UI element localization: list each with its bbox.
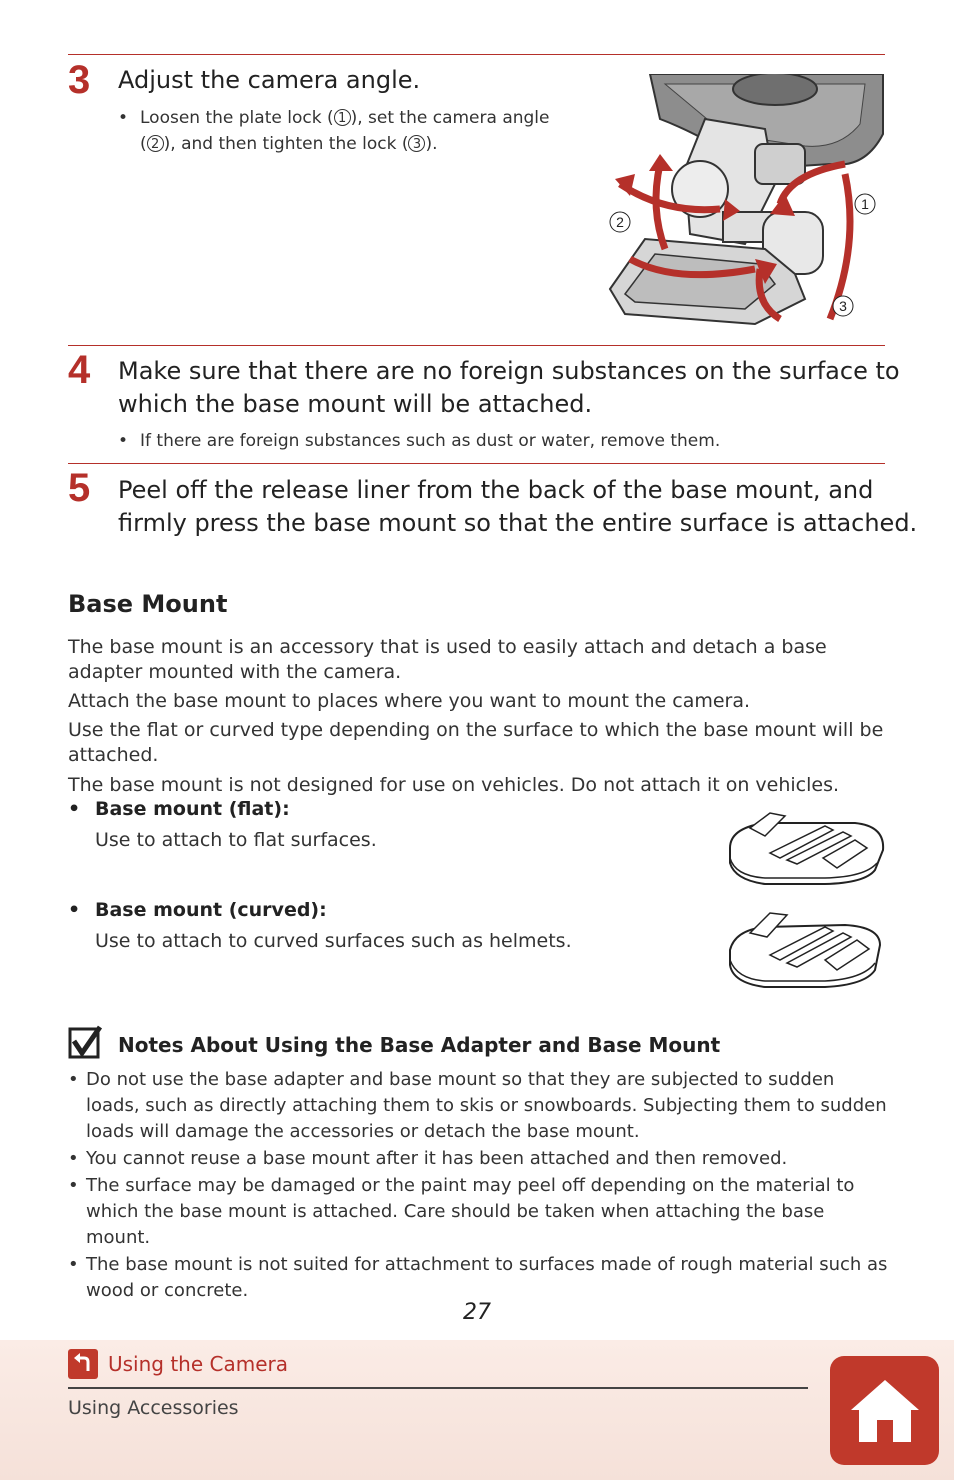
section-paragraph: Attach the base mount to places where you want to mount the camera. [68,690,751,712]
flat-mount-title: • Base mount (flat): [68,798,290,820]
bullet-dot: • [68,798,81,820]
bullet-dot: • [118,108,129,128]
page-number: 27 [463,1300,491,1325]
circled-number: 1 [334,109,351,126]
circled-number: 2 [147,135,164,152]
section-paragraph: Use the flat or curved type depending on the surface to which the base mount will be attached. [68,719,884,766]
step3-number: 3 [68,58,91,102]
callout-2: 2 [616,214,624,230]
back-arrow-icon[interactable] [68,1349,98,1379]
bullet-dot: • [118,431,129,451]
section-paragraph: The base mount is not designed for use on vehicles. Do not attach it on vehicles. [68,774,840,796]
footer-divider [68,1387,808,1389]
flat-base-mount-image [725,808,887,890]
step3-bullet: • Loosen the plate lock ( 1 ), set the camera angle ( 2 ), and then tighten the lock ( 3 ). [118,105,578,157]
home-button[interactable] [830,1356,939,1465]
step5-rule [68,463,885,464]
curved-mount-desc: Use to attach to curved surfaces such as helmets. [95,930,572,952]
check-note-icon [68,1025,102,1059]
step4-bullet: • If there are foreign substances such as dust or water, remove them. [118,428,878,454]
circled-number: 3 [408,135,425,152]
callout-3: 3 [839,298,847,314]
callout-1: 1 [861,196,869,212]
bullet-dot: • [68,899,81,921]
step3-title: Adjust the camera angle. [118,66,421,94]
notes-list [68,1067,890,1305]
notes-heading: Notes About Using the Base Adapter and Base Mount [118,1033,721,1057]
step5-title: Peel off the release liner from the back of the base mount, and firmly press the base mount so that the entire surface is attached. [118,476,918,537]
section-heading: Base Mount [68,590,228,618]
footer-back-link[interactable] [68,1349,288,1379]
list-item: • You cannot reuse a base mount after it has been attached and then removed. [68,1148,788,1169]
step4-number: 4 [68,348,91,392]
step4-title: Make sure that there are no foreign substances on the surface to which the base mount will be attached. [118,357,900,418]
step5-number: 5 [68,466,91,510]
curved-base-mount-image [725,905,885,991]
footer-link-label[interactable]: Using the Camera [108,1352,289,1376]
list-item: • Do not use the base adapter and base mount so that they are subjected to sudden loads, such as directly attaching them to skis or snowboards. Subjecting them to sudden loads will damage the accessories or detach the base mount. [68,1069,887,1142]
list-item: • The surface may be damaged or the paint may peel off depending on the material to which the base mount is attached. Care should be taken when attaching the base mount. [68,1175,855,1248]
curved-mount-title: • Base mount (curved): [68,899,327,921]
step3-rule [68,54,885,55]
step4-rule [68,345,885,346]
list-item: • The base mount is not suited for attachment to surfaces made of rough material such as wood or concrete. [68,1254,888,1301]
home-icon[interactable] [847,1376,923,1446]
section-paragraph: The base mount is an accessory that is used to easily attach and detach a base adapter mounted with the camera. [68,636,827,683]
camera-angle-illustration [605,74,885,330]
footer-sub-label: Using Accessories [68,1397,239,1419]
flat-mount-desc: Use to attach to flat surfaces. [95,829,377,851]
